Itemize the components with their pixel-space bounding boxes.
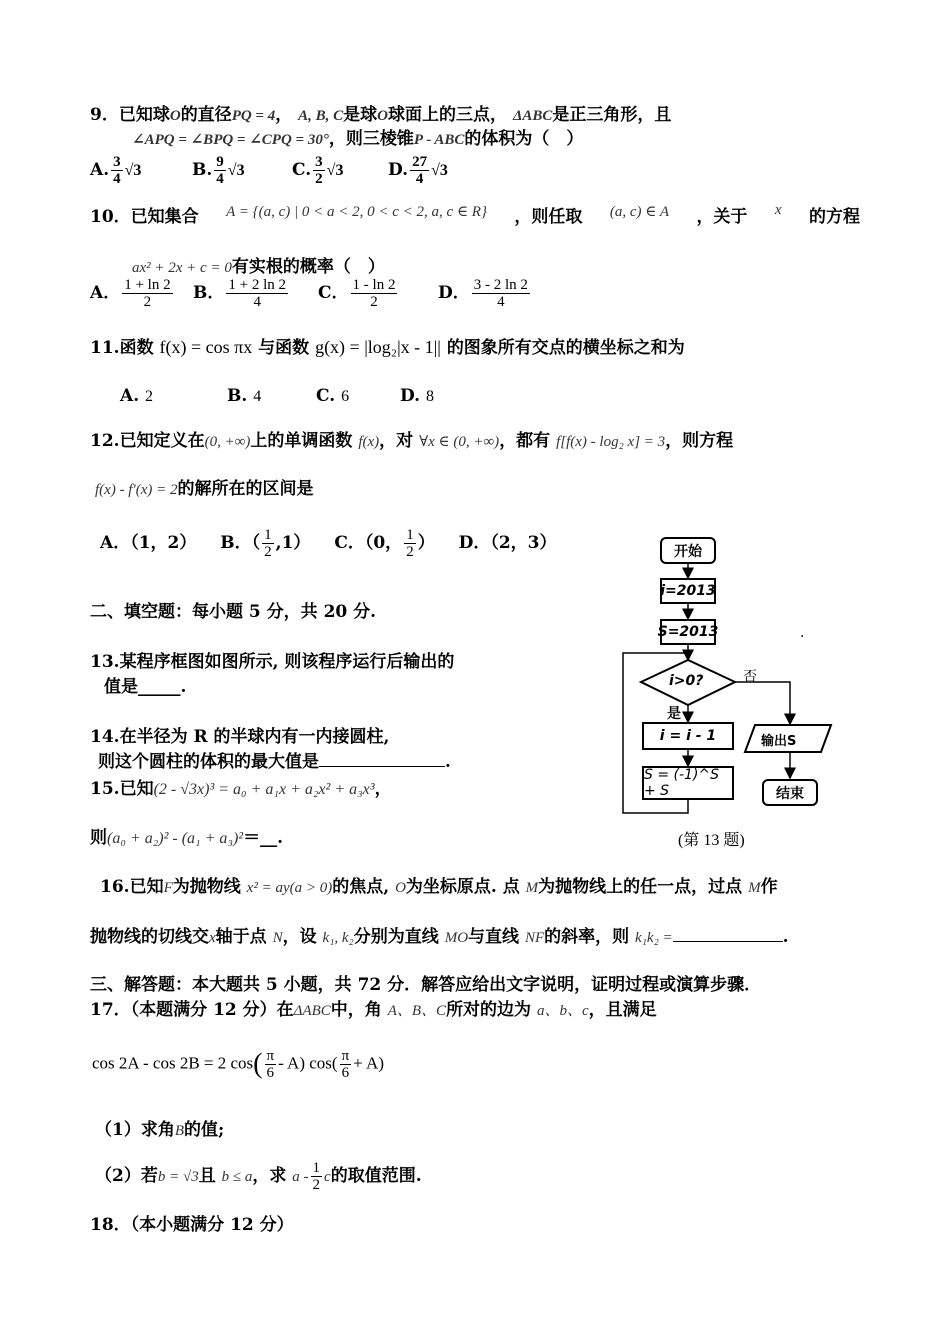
q14-line1: 14.在半径为 R 的半球内有一内接圆柱, (90, 727, 390, 747)
option-label: A. (90, 160, 110, 180)
fraction (472, 277, 530, 310)
q15-text: ＝__. (243, 828, 283, 848)
q16-text: 轴于点 (215, 927, 267, 947)
q9-option-a (90, 154, 141, 187)
math: b ≤ a (221, 1169, 253, 1185)
q15-line1 (90, 774, 392, 799)
q9-line1 (90, 100, 671, 125)
math: √3 (326, 162, 344, 179)
q16-text: 的焦点, (332, 877, 390, 897)
fraction (214, 154, 226, 187)
q9-text: 是正三角形，且 (552, 105, 672, 125)
math: O (395, 880, 406, 896)
q17-text: 中，角 (330, 1000, 382, 1020)
q17-text: 所对的边为 (446, 1000, 532, 1020)
q14-text: 则这个圆柱的体积的最大值是 (98, 752, 319, 772)
option-c-label: C．（0， (334, 533, 403, 553)
q12-line1 (90, 426, 733, 451)
math: (a₀ + a₂)² - (a₁ + a₃)² (107, 830, 244, 847)
q10-text: ，关于 (696, 207, 748, 227)
option-label: D． (438, 283, 470, 303)
numerator: 1 (264, 527, 272, 543)
q9-option-b (192, 154, 245, 187)
answer-blank (673, 941, 783, 942)
option-label: A. (120, 386, 140, 406)
flowchart-no-label: 否 (743, 669, 757, 685)
q10-line2 (132, 252, 385, 277)
math: b = √3 (157, 1169, 199, 1185)
denominator: 4 (497, 294, 505, 310)
option-label: D. (388, 160, 409, 180)
denominator: 2 (370, 294, 378, 310)
q11-line (90, 333, 685, 358)
fraction (340, 1048, 352, 1081)
option-label: B. (227, 386, 248, 406)
q17-text: ，求 (252, 1166, 287, 1186)
flowchart-start: 开始 (660, 537, 716, 564)
math: f[f(x) - log₂ x] = 3 (556, 434, 666, 450)
option-label: D. (400, 386, 421, 406)
q11-option-d (400, 386, 434, 406)
option-value: 6 (341, 388, 350, 405)
denominator: 2 (143, 294, 152, 310)
q16-text: . (782, 927, 789, 947)
fraction (122, 277, 172, 310)
math: (a, c) ∈ A (609, 204, 669, 220)
flowchart-decrement: i = i - 1 (642, 722, 734, 750)
math: x (209, 930, 216, 946)
numerator: 1 + 2 ln 2 (228, 277, 287, 293)
flowchart-yes-label: 是 (667, 706, 681, 722)
q18-heading: 18．（本小题满分 12 分） (90, 1215, 294, 1235)
fraction (404, 527, 416, 560)
q10-text: 10．已知集合 (90, 207, 199, 227)
math: f(x) - f′(x) = 2 (95, 482, 178, 498)
q15-text: ， (374, 779, 392, 799)
numerator: 1 (312, 1160, 321, 1176)
fraction (351, 277, 398, 310)
flowchart-output: 输出S (761, 734, 797, 749)
math: O (169, 108, 181, 124)
q17-line1 (90, 995, 657, 1020)
math: g(x) = |log₂|x - 1|| (315, 337, 441, 357)
math: ΔABC (293, 1003, 331, 1019)
q9-option-d (388, 154, 448, 187)
section-3-heading: 三、解答题：本大题共 5 小题，共 72 分．解答应给出文字说明，证明过程或演算步骤． (90, 975, 762, 995)
numerator: 9 (216, 154, 224, 170)
q9-text: 球面上的三点， (388, 105, 508, 125)
math: c (324, 1169, 331, 1185)
math: a - (292, 1169, 309, 1185)
fraction (226, 277, 288, 310)
q17-text: （2）若 (95, 1166, 158, 1186)
fraction (262, 527, 274, 560)
q16-text: 与直线 (468, 927, 520, 947)
option-label: A． (90, 283, 121, 303)
math: √3 (431, 162, 448, 179)
q10-text: 有实根的概率（ ） (231, 257, 385, 277)
q16-text: 抛物线的切线交 (90, 927, 209, 947)
option-b-label: B．（ (220, 533, 261, 553)
denominator: 4 (216, 171, 224, 187)
q11-text: 的图象所有交点的横坐标之和为 (446, 338, 685, 358)
option-label: C. (316, 386, 336, 406)
q15-text: 15.已知 (90, 779, 154, 799)
numerator: 27 (412, 154, 428, 170)
q16-text: 16.已知 (100, 877, 164, 897)
option-c-tail: ） (417, 533, 435, 553)
fraction (311, 1160, 323, 1193)
q12-text: 12.已知定义在 (90, 431, 205, 451)
q10-option-b (193, 277, 290, 310)
q9-text: 的体积为（ ） (464, 129, 584, 149)
q9-line2 (132, 124, 583, 149)
math: NF (524, 930, 545, 946)
math: √3 (227, 162, 245, 179)
q16-text: 为抛物线上的任一点，过点 (538, 877, 743, 897)
math: B (174, 1123, 185, 1139)
q17-part2 (95, 1160, 422, 1193)
q16-text: 为坐标原点. 点 (405, 877, 520, 897)
math: M (748, 880, 761, 896)
denominator: 4 (253, 294, 261, 310)
q12-text: 上的单调函数 (250, 431, 353, 451)
math: F (163, 880, 173, 896)
flowchart-condition: i>0? (669, 673, 704, 689)
q9-text: ，则三棱锥 (328, 129, 414, 149)
numerator: 3 - 2 ln 2 (473, 277, 528, 293)
math: A、B、C (387, 1003, 447, 1019)
math: f(x) = cos πx (159, 337, 253, 357)
q17-text: 17．（本题满分 12 分）在 (90, 1000, 294, 1020)
q10-line1 (90, 202, 860, 227)
flowchart-update-s: S = (-1)^S + S (642, 766, 734, 800)
option-value: 2 (145, 388, 154, 405)
option-label: C. (292, 160, 312, 180)
numerator: 3 (315, 154, 323, 170)
q11-option-b (227, 386, 261, 406)
q11-text: 与函数 (258, 338, 310, 358)
flowchart-init-i: i=2013 (660, 578, 716, 604)
math: √3 (124, 162, 142, 179)
q12-options (100, 527, 557, 560)
paren-left: ( (253, 1048, 263, 1080)
numerator: 1 + ln 2 (124, 277, 171, 293)
flowchart-caption: (第 13 题) (678, 832, 745, 849)
math: M (525, 880, 539, 896)
fraction (410, 154, 429, 187)
option-label: B． (193, 283, 225, 303)
q16-text: ，设 (282, 927, 317, 947)
option-d: D．（2，3） (458, 533, 557, 553)
fraction (265, 1048, 277, 1081)
flowchart-end: 结束 (762, 779, 818, 806)
flowchart (615, 530, 855, 860)
numerator: 3 (113, 154, 121, 170)
option-label: C． (318, 283, 349, 303)
denominator: 2 (406, 544, 414, 560)
q16-text: 分别为直线 (353, 927, 439, 947)
math: ∀x ∈ (0, +∞) (419, 434, 500, 450)
q12-line2 (95, 474, 314, 499)
math: O (377, 108, 389, 124)
q11-text: 11.函数 (90, 338, 154, 358)
q17-text: （1）求角 (95, 1120, 175, 1140)
math: ∠APQ = ∠BPQ = ∠CPQ = 30° (132, 132, 329, 148)
q11-option-a (120, 386, 153, 406)
math: MO (444, 930, 469, 946)
q16-line1 (100, 872, 778, 897)
flowchart-init-s: S=2013 (660, 619, 716, 645)
flowchart-connectors (615, 530, 855, 860)
math: (0, +∞) (204, 434, 251, 450)
option-a: A．（1，2） (100, 533, 197, 553)
equation-part: - A) cos( (278, 1053, 338, 1073)
q17-part1 (95, 1115, 224, 1140)
math: x (774, 202, 782, 218)
answer-blank (319, 766, 445, 767)
section-2-heading: 二、填空题：每小题 5 分，共 20 分. (90, 602, 377, 622)
q17-equation (92, 1048, 384, 1081)
q12-text: ，对 (379, 431, 414, 451)
q15-line2 (90, 823, 283, 848)
q9-text: 是球 (343, 105, 378, 125)
math: (2 - √3x)³ = a₀ + a₁x + a₂x² + a₃x³ (153, 781, 375, 798)
math: P - ABC (413, 132, 465, 148)
numerator: π (341, 1048, 350, 1064)
q17-text: 的值; (184, 1120, 225, 1140)
math: A = {(a, c) | 0 < a < 2, 0 < c < 2, a, c ∈ R} (226, 204, 487, 220)
q12-text: ，都有 (499, 431, 551, 451)
math: PQ = 4 (231, 108, 276, 124)
q10-option-c (318, 277, 399, 310)
q17-text: 的取值范围. (330, 1166, 422, 1186)
denominator: 2 (315, 171, 323, 187)
stray-dot: . (800, 625, 805, 641)
q17-text: ，且满足 (588, 1000, 657, 1020)
q16-text: 为抛物线 (172, 877, 241, 897)
option-b-tail: ,1） (275, 533, 311, 553)
q14-text: . (445, 752, 451, 772)
numerator: 1 - ln 2 (352, 277, 396, 293)
q9-text: 的直径 (180, 105, 232, 125)
denominator: 6 (266, 1065, 275, 1081)
q12-text: ，则方程 (665, 431, 734, 451)
q13-line2: 值是_____. (104, 677, 187, 697)
numerator: π (266, 1048, 275, 1064)
denominator: 6 (341, 1065, 350, 1081)
math: x² = ay(a > 0) (246, 880, 333, 896)
q15-text: 则 (90, 828, 107, 848)
q14-line2 (98, 747, 451, 772)
q11-option-c (316, 386, 349, 406)
q12-text: 的解所在的区间是 (177, 479, 314, 499)
q16-text: 的斜率，则 (544, 927, 630, 947)
q16-line2 (90, 922, 789, 947)
option-value: 4 (253, 388, 262, 405)
q10-text: ，则任取 (514, 207, 583, 227)
denominator: 2 (312, 1177, 321, 1193)
q10-text: 的方程 (808, 207, 860, 227)
q9-text: 9．已知球 (90, 105, 170, 125)
denominator: 4 (113, 171, 121, 187)
q10-option-d (438, 277, 532, 310)
math: k₁, k₂ (322, 930, 354, 946)
math: ΔABC (512, 108, 553, 124)
q9-text: ， (275, 105, 293, 125)
math: a、b、c (536, 1003, 589, 1019)
fraction (111, 154, 123, 187)
denominator: 4 (415, 171, 424, 187)
option-label: B. (192, 160, 213, 180)
denominator: 2 (264, 544, 272, 560)
numerator: 1 (406, 527, 414, 543)
math: ax² + 2x + c = 0 (132, 260, 232, 276)
fraction (313, 154, 325, 187)
q10-option-a (90, 277, 175, 310)
q16-text: 作 (760, 877, 778, 897)
q13-line1: 13.某程序框图如图所示, 则该程序运行后输出的 (90, 652, 455, 672)
option-value: 8 (425, 388, 434, 405)
math: f(x) (358, 434, 380, 450)
q17-text: 且 (198, 1166, 216, 1186)
equation-part: cos 2A - cos 2B = 2 cos (92, 1053, 254, 1073)
q9-option-c (292, 154, 343, 187)
math: A, B, C (298, 108, 344, 124)
math: k₁k₂ = (635, 930, 673, 946)
equation-part: + A) (353, 1053, 384, 1073)
math: N (272, 930, 283, 946)
